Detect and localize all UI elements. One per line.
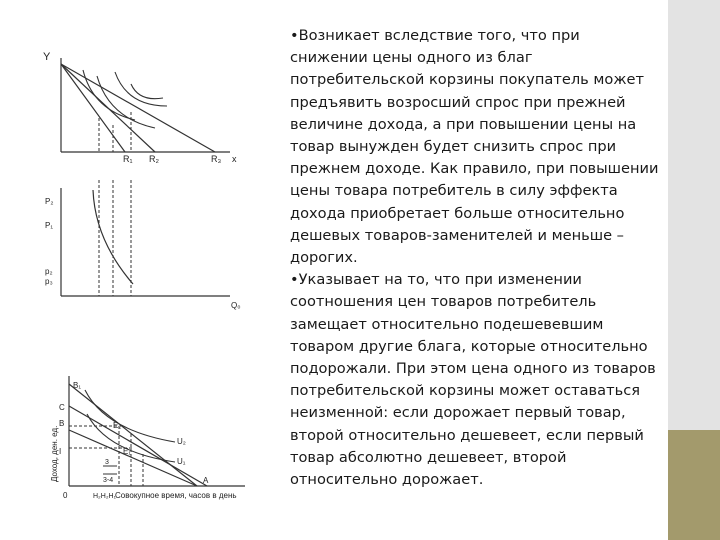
bottom-y-axis-label: Доход, ден. ед. bbox=[50, 425, 59, 482]
bottom-origin: 0 bbox=[63, 491, 68, 500]
bottom-mark-2: 3-4 bbox=[103, 477, 114, 484]
label-p1: P₁ bbox=[45, 221, 54, 230]
figure-demand-curve bbox=[35, 180, 250, 315]
label-c: C bbox=[59, 403, 65, 412]
figure-income-leisure bbox=[35, 370, 290, 505]
label-a: A bbox=[203, 476, 209, 485]
label-p-lower-b: p₃ bbox=[45, 277, 53, 286]
label-u1: U₁ bbox=[177, 457, 186, 466]
label-q: Q₀ bbox=[231, 301, 241, 310]
side-bar-accent bbox=[668, 430, 720, 540]
slide-text bbox=[290, 25, 660, 491]
figure-indifference-budget bbox=[35, 40, 250, 170]
label-h: H₂H₂H₁ bbox=[93, 493, 116, 500]
label-i: I bbox=[59, 447, 62, 456]
label-b: B bbox=[59, 419, 65, 428]
indiff-curve-3 bbox=[115, 72, 167, 106]
indiff-curve-2 bbox=[97, 76, 155, 128]
label-r3: R₃ bbox=[211, 154, 222, 164]
bottom-x-axis-label: Совокупное время, часов в день bbox=[115, 491, 237, 500]
top-y-label: Y bbox=[43, 51, 51, 63]
bullet-income-effect: •Возникает вследствие того, что при снижении цены одного из благ потребительской корзины покупатель может предъявить возросший спрос при прежней величине дохода, а при повышении цены на товар вынужден будет снизить спрос при прежнем доходе. Как правило, при повышении цены товара потребитель в силу эффекта дохода приобретает больше относительно дешевых товаров-заменителей и меньше – дорогих. bbox=[290, 27, 659, 267]
label-r1: R₁ bbox=[123, 154, 133, 164]
label-e2: E₂ bbox=[113, 421, 122, 430]
indiff-curve-1 bbox=[83, 70, 135, 120]
budget-line-b1 bbox=[69, 384, 197, 486]
label-b1: B₁ bbox=[73, 381, 82, 390]
label-u2: U₂ bbox=[177, 437, 186, 446]
indiff-curve-u2 bbox=[85, 390, 175, 442]
bottom-mark-1: 3 bbox=[105, 459, 109, 466]
label-p2: P₂ bbox=[45, 197, 54, 206]
indiff-curve-4 bbox=[131, 84, 163, 99]
top-x-label: x bbox=[232, 154, 237, 164]
budget-line-r3 bbox=[61, 64, 215, 152]
bullet-substitution-effect: •Указывает на то, что при изменении соотношения цен товаров потребитель замещает относительно подешевевшим товаром другие блага, которые относительно подорожали. При этом цена одного из товаров потребительской корзины может оставаться неизменной: если дорожает первый товар, второй относительно дешевеет, если первый товар абсолютно дешевеет, второй относительно дорожает. bbox=[290, 271, 656, 489]
side-bar bbox=[668, 0, 720, 540]
label-e1: E₁ bbox=[123, 447, 132, 456]
side-bar-band bbox=[668, 0, 720, 430]
label-r2: R₂ bbox=[149, 154, 159, 164]
label-p-lower-a: p₂ bbox=[45, 267, 53, 276]
